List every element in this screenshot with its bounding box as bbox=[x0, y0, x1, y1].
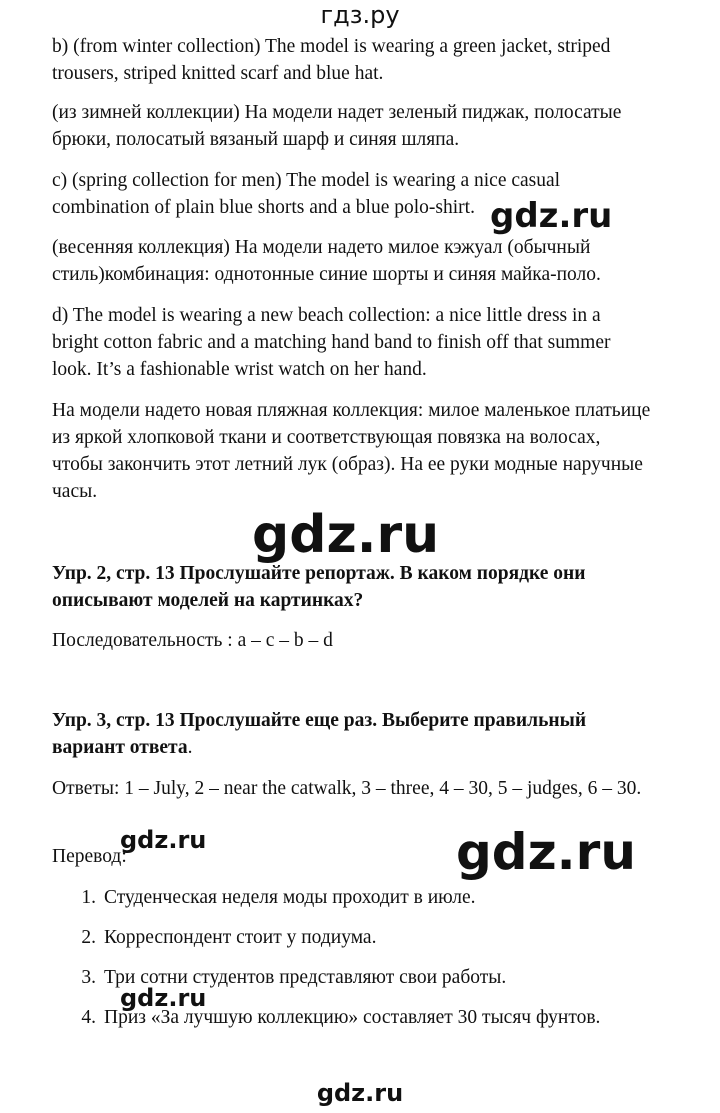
paragraph-c-english: c) (spring collection for men) The model is wearing a nice casual combination of plain blue shorts and a blue polo-shirt. bbox=[52, 170, 561, 218]
exercise-2-answer: Последовательность : a – c – b – d bbox=[52, 630, 333, 651]
paragraph-b-english: b) (from winter collection) The model is wearing a green jacket, striped trousers, striped knitted scarf and blue hat. bbox=[52, 36, 611, 84]
list-item-number: 2. bbox=[81, 927, 96, 948]
watermark-4: gdz.ru bbox=[456, 823, 636, 881]
list-item-text: Приз «За лучшую коллекцию» составляет 30 тысяч фунтов. bbox=[104, 1007, 601, 1028]
exercise-3-heading bbox=[52, 707, 652, 761]
watermark-top: гдз.ру bbox=[320, 1, 400, 29]
watermark-3: gdz.ru bbox=[120, 826, 207, 854]
list-item bbox=[72, 884, 672, 911]
exercise-3-answers: Ответы: 1 – July, 2 – near the catwalk, 3 – three, 4 – 30, 5 – judges, 6 – 30. bbox=[52, 778, 642, 799]
paragraph-d-english: d) The model is wearing a new beach collection: a nice little dress in a bright cotton fabric and a matching hand band to finish off that summer look. It’s a fashionable wrist watch on her hand. bbox=[52, 305, 611, 380]
paragraph-d-russian: На модели надето новая пляжная коллекция: милое маленькое платьице из яркой хлопковой ткани и соответствующая повязка на волосах, чтобы закончить этот летний лук (образ). На ее руки модные наручные часы. bbox=[52, 400, 651, 502]
list-item-number: 3. bbox=[81, 967, 96, 988]
list-item-text: Корреспондент стоит у подиума. bbox=[104, 927, 377, 948]
translation-label: Перевод: bbox=[52, 846, 127, 867]
exercise-3-heading-period: . bbox=[187, 737, 193, 758]
list-item-text: Студенческая неделя моды проходит в июле. bbox=[104, 887, 476, 908]
watermark-bottom: gdz.ru bbox=[316, 1079, 404, 1107]
watermark-5: gdz.ru bbox=[120, 984, 207, 1012]
exercise-2-heading: Упр. 2, стр. 13 Прослушайте репортаж. В каком порядке они описывают моделей на картинках? bbox=[52, 563, 586, 611]
watermark-2: gdz.ru bbox=[252, 505, 440, 565]
exercise-3-heading-text: Упр. 3, стр. 13 Прослушайте еще раз. Выберите правильный вариант ответа bbox=[52, 710, 587, 758]
list-item-text: Три сотни студентов представляют свои работы. bbox=[104, 967, 507, 988]
list-item bbox=[72, 924, 672, 951]
list-item-number: 1. bbox=[81, 887, 96, 908]
list-item-number: 4. bbox=[81, 1007, 96, 1028]
watermark-1: gdz.ru bbox=[490, 196, 613, 236]
translation-list bbox=[72, 884, 672, 1044]
paragraph-b-russian: (из зимней коллекции) На модели надет зеленый пиджак, полосатые брюки, полосатый вязаный шарф и синяя шляпа. bbox=[52, 102, 622, 150]
paragraph-c-russian: (весенняя коллекция) На модели надето милое кэжуал (обычный стиль)комбинация: однотонные синие шорты и синяя майка-поло. bbox=[52, 237, 601, 285]
